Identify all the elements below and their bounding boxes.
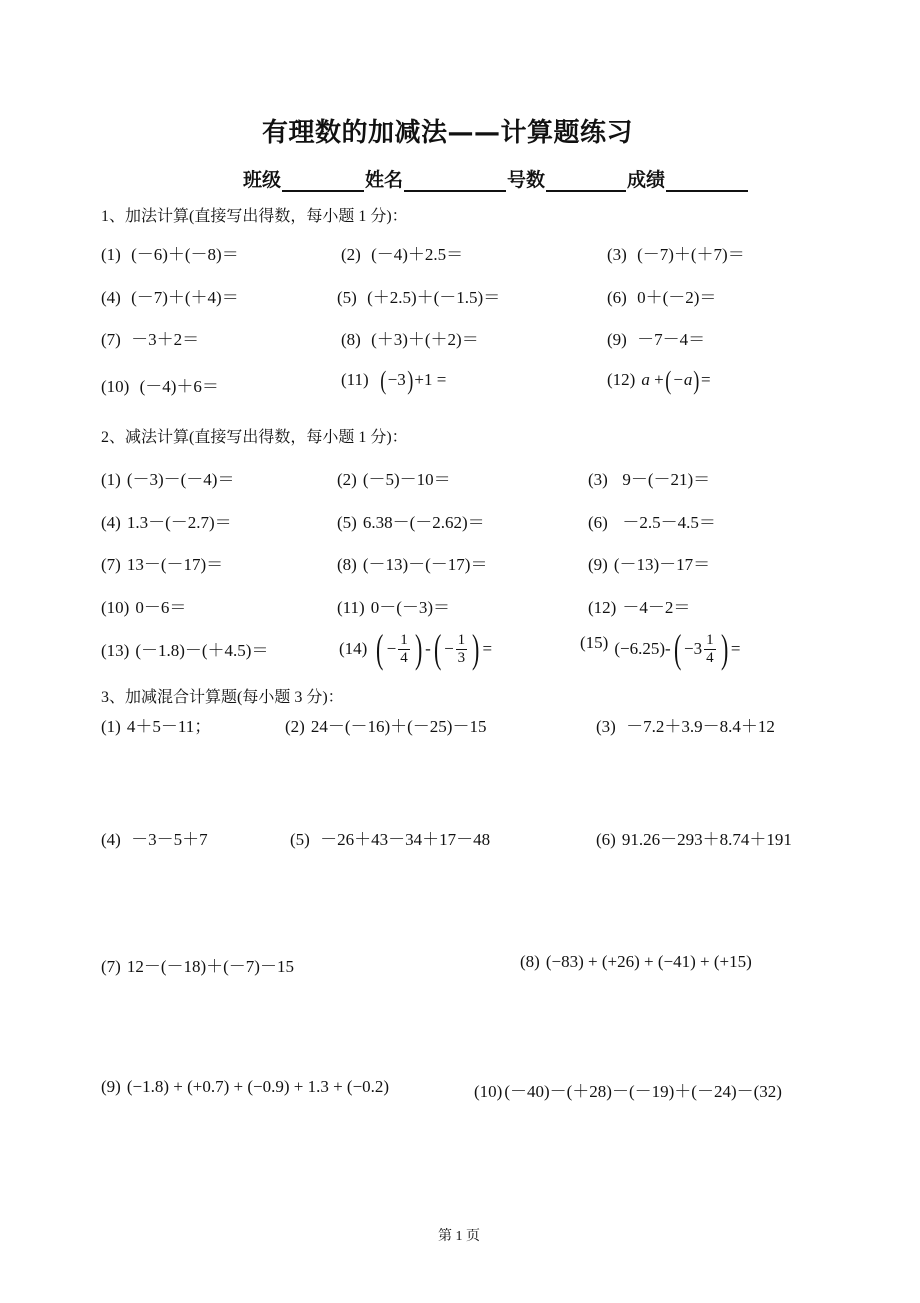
problem-expr: (－4)＋2.5＝ [371,245,464,264]
section-2-heading: 2、减法计算(直接写出得数，每小题 1 分)： [101,429,408,446]
problem-expr: (＋3)＋(＋2)＝ [371,330,479,349]
problem-2-12 [588,593,690,618]
problem-number: (7) [101,330,121,349]
whole-part: 3 [693,639,703,658]
problem-number: (8) [337,555,357,574]
problem-expr: (＋2.5)＋(－1.5)＝ [367,288,501,307]
score-label: 成绩 [627,169,666,191]
minus-sign: - [665,639,671,658]
problem-number: (1) [101,245,121,264]
problem-2-4 [101,508,232,533]
problem-number: (10) [101,377,130,396]
close-paren: ) [693,366,700,396]
fraction-one-quarter [704,632,716,667]
problem-2-11 [337,593,450,618]
fraction-one-quarter [398,632,410,667]
problem-1-4 [101,283,239,308]
problem-number: (6) [588,513,608,532]
student-info-row [243,165,749,192]
problem-number: (6) [596,830,616,849]
plus-sign: + [654,370,664,389]
open-paren: ( [380,366,387,396]
problem-rest: +1 = [414,370,447,389]
problem-expr: (－13)－17＝ [613,555,711,574]
problem-number: (4) [101,830,121,849]
close-paren: ) [720,626,728,671]
problem-number: (9) [607,330,627,349]
equals-sign: = [730,639,741,658]
problem-expr: 9－(－21)＝ [622,470,711,489]
problem-number: (7) [101,957,121,976]
problem-2-15 [580,627,741,671]
problem-expr: －3＋2＝ [131,330,200,349]
denominator: 3 [457,649,466,666]
problem-expr: (－6)＋(－8)＝ [131,245,239,264]
problem-1-2 [341,240,463,265]
problem-expr: (−1.8) + (+0.7) + (−0.9) + 1.3 + (−0.2) [126,1077,390,1096]
problem-expr: (－13)－(－17)＝ [362,555,488,574]
problem-expr: 0－6＝ [135,598,187,617]
problem-number: (5) [337,288,357,307]
problem-number: (12) [607,370,636,389]
problem-1-8 [341,325,479,350]
variable-a: a [641,370,650,389]
problem-number: (10) [101,598,130,617]
problem-2-2 [337,465,451,490]
problem-number: (11) [337,598,365,617]
open-paren: ( [664,366,672,396]
problem-2-7 [101,550,223,575]
fraction-one-third [456,632,468,667]
problem-number: (2) [337,470,357,489]
problem-3-8 [520,952,752,972]
numerator: 1 [457,631,466,648]
problem-expr: 24－(－16)＋(－25)－15 [310,717,487,736]
problem-1-6 [607,283,716,308]
problem-number: (4) [101,513,121,532]
problem-2-8 [337,550,487,575]
problem-first-term: (−6.25) [614,639,665,658]
class-label: 班级 [243,169,282,191]
problem-expr: －2.5－4.5＝ [622,513,716,532]
problem-expr: 0＋(－2)＝ [637,288,717,307]
problem-1-7 [101,325,199,350]
problem-number: (8) [341,330,361,349]
problem-3-6 [596,825,792,850]
problem-expr: －7－4＝ [637,330,706,349]
problem-2-10 [101,593,186,618]
close-paren: ) [472,626,480,671]
problem-1-10 [101,372,219,397]
problem-3-7 [101,952,294,977]
numerator: 1 [400,631,408,648]
problem-expr: (－5)－10＝ [362,470,451,489]
problem-expr: 12－(－18)＋(－7)－15 [126,957,294,976]
problem-3-5 [290,825,490,850]
problem-2-3 [588,465,710,490]
problem-2-1 [101,465,234,490]
number-field[interactable] [546,170,626,192]
problem-expr: 13－(－17)＝ [126,555,224,574]
problem-number: (3) [588,470,608,489]
problem-expr: －26＋43－34＋17－48 [320,830,491,849]
problem-expr: 0－(－3)＝ [370,598,451,617]
negative-sign: − [386,639,397,658]
name-field[interactable] [404,170,506,192]
problem-3-2 [285,712,486,737]
problem-number: (8) [520,952,540,971]
problem-3-9 [101,1077,389,1097]
problem-number: (9) [588,555,608,574]
problem-number: (5) [290,830,310,849]
problem-expr: (−83) + (+26) + (−41) + (+15) [545,952,752,971]
problem-2-13 [101,636,268,661]
problem-expr: 91.26－293＋8.74＋191 [621,830,792,849]
problem-number: (1) [101,717,121,736]
problem-expr: (－4)＋6＝ [139,377,219,396]
problem-number: (1) [101,470,121,489]
problem-1-3 [607,240,745,265]
class-field[interactable] [282,170,364,192]
problem-number: (3) [607,245,627,264]
minus-sign: - [425,639,431,658]
problem-1-11 [341,362,446,399]
problem-expr: 6.38－(－2.62)＝ [362,513,485,532]
problem-expr: (－40)－(＋28)－(－19)＋(－24)－(32) [504,1082,782,1101]
problem-number: (2) [285,717,305,736]
problem-number: (6) [607,288,627,307]
problem-expr: －3－5＋7 [131,830,208,849]
denominator: 4 [706,649,714,666]
close-paren: ) [414,626,423,671]
problem-number: (2) [341,245,361,264]
name-label: 姓名 [365,169,404,191]
problem-inner: −3 [387,370,406,389]
problem-number: (7) [101,555,121,574]
problem-number: (10) [474,1082,503,1101]
problem-expr: (－3)－(－4)＝ [126,470,235,489]
numerator: 1 [706,631,714,648]
problem-rest: = [701,370,711,389]
problem-number: (15) [580,633,609,652]
problem-number: (9) [101,1077,121,1096]
problem-expr: －7.2＋3.9－8.4＋12 [626,717,775,736]
problem-inner: −a [672,370,693,389]
problem-number: (3) [596,717,616,736]
problem-2-5 [337,508,485,533]
close-paren: ) [407,366,414,396]
problem-1-5 [337,283,500,308]
score-field[interactable] [666,170,748,192]
equals-sign: = [482,639,493,658]
problem-2-14 [339,627,492,671]
problem-expr: 1.3－(－2.7)＝ [126,513,232,532]
page-title: 有理数的加减法——计算题练习 [262,118,634,148]
problem-expr: 4＋5－11； [126,717,212,736]
open-paren: ( [376,626,384,671]
negative-sign: − [444,639,454,658]
problem-3-4 [101,825,208,850]
denominator: 4 [400,649,408,666]
problem-number: (14) [339,639,368,658]
problem-expr: (－7)＋(＋4)＝ [131,288,239,307]
open-paren: ( [433,626,442,671]
problem-3-1 [101,712,211,737]
problem-number: (5) [337,513,357,532]
problem-2-6 [588,508,716,533]
problem-3-3 [596,712,775,737]
problem-expr: (－1.8)－(＋4.5)＝ [135,641,269,660]
open-paren: ( [673,626,682,671]
problem-number: (12) [588,598,617,617]
negative-sign: − [684,639,694,658]
problem-number: (13) [101,641,130,660]
problem-number: (11) [341,370,369,389]
problem-1-12 [607,362,711,399]
problem-3-10 [474,1077,782,1102]
page-number: 第 1 页 [438,1229,480,1244]
number-label: 号数 [507,169,546,191]
section-1-heading: 1、加法计算(直接写出得数，每小题 1 分)： [101,208,408,225]
problem-1-1 [101,240,239,265]
section-3-heading: 3、加减混合计算题(每小题 3 分)： [101,689,344,706]
problem-expr: (－7)＋(＋7)＝ [637,245,745,264]
problem-expr: －4－2＝ [622,598,691,617]
problem-number: (4) [101,288,121,307]
problem-2-9 [588,550,710,575]
problem-1-9 [607,325,705,350]
